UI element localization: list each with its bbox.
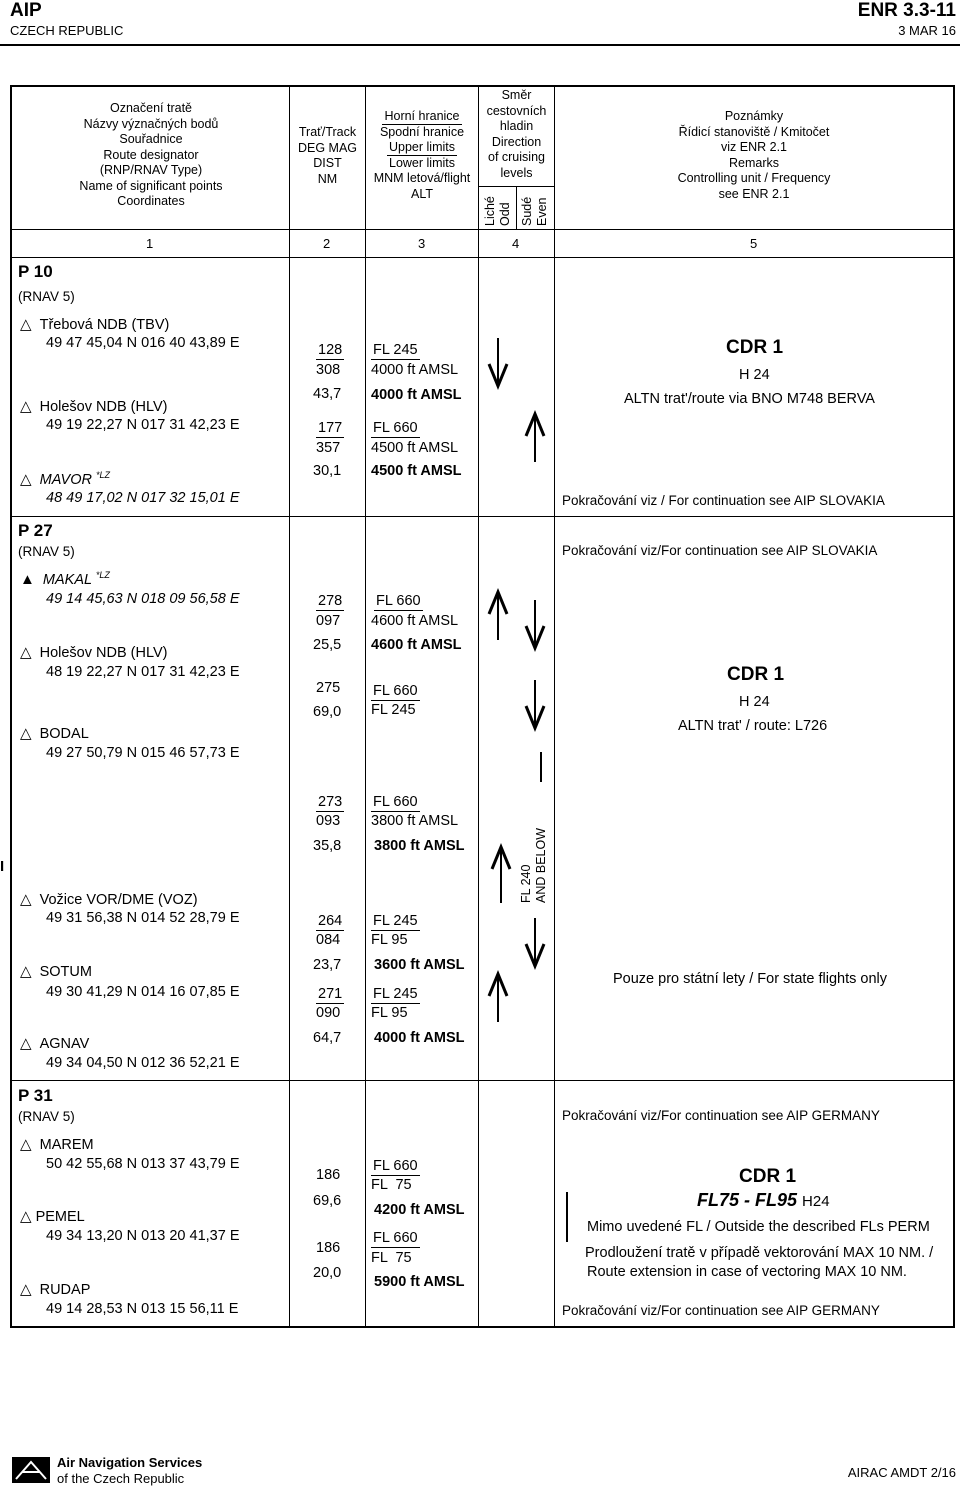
distance: 30,1 [313,463,342,479]
col2-heading: Trať/Track DEG MAG DIST NM [297,125,358,186]
waypoint-triangle-icon: △ [20,963,32,980]
doc-title: AIP [10,0,42,21]
lower-limit: 4600 ft AMSL [371,613,459,629]
lower-limit: FL 245 [371,702,416,718]
point-p27-2: △ Holešov NDB (HLV) [20,644,168,661]
point-p31-2: △ PEMEL [20,1208,85,1225]
doc-date: 3 MAR 16 [898,23,956,38]
point-p27-3: △ BODAL [20,725,89,742]
route-designator: P 27 [18,521,53,540]
vectoring-note: Prodloužení tratě v případě vektorování MAX 10 NM. / [585,1245,934,1261]
point-p31-1: △ MAREM [20,1136,94,1153]
fl-limit-note: FL 240 AND BELOW [519,827,548,903]
point-state-2: △ SOTUM [20,963,92,980]
rnav-type: (RNAV 5) [18,1109,75,1124]
col1-heading: Označení tratě Názvy význačných bodů Souřadnice Route designator (RNP/RNAV Type) Name of significant points Coordinates [79,101,223,208]
point-p10-1: △ Třebová NDB (TBV) [20,316,170,333]
col-number: 4 [512,236,520,251]
min-altitude: 5900 ft AMSL [374,1274,465,1290]
coordinates: 49 47 45,04 N 016 40 43,89 E [46,335,240,351]
arrow-down-icon [524,680,546,730]
waypoint-triangle-icon: △ [20,398,32,415]
col-number: 2 [323,236,331,251]
track: 186 [316,1240,341,1256]
col5-heading: Poznámky Řídicí stanoviště / Kmitočet viz ENR 2.1 Remarks Controlling unit / Frequency see ENR 2.1 [677,109,831,201]
continuation-note: Pokračování viz / For continuation see AIP SLOVAKIA [562,493,885,508]
upper-limit: FL 660 [373,794,418,810]
track: 090 [316,1005,341,1021]
waypoint-triangle-icon: △ [20,891,32,908]
upper-limit: FL 660 [373,420,418,436]
coordinates: 49 30 41,29 N 014 16 07,85 E [46,984,240,1000]
distance: 69,6 [313,1193,342,1209]
state-flights-note: Pouze pro státní lety / For state flights only [613,971,888,987]
coordinates: 49 34 13,20 N 013 20 41,37 E [46,1228,240,1244]
lower-limit: FL 75 [371,1250,412,1266]
track: 264 [318,913,343,929]
distance: 64,7 [313,1030,342,1046]
col-number: 5 [750,236,758,251]
waypoint-triangle-icon: △ [20,1208,32,1225]
continuation-note: Pokračování viz/For continuation see AIP GERMANY [562,1108,880,1123]
track: 275 [316,680,341,696]
header-rule [0,44,960,46]
coordinates: 49 34 04,50 N 012 36 52,21 E [46,1055,240,1071]
upper-limit: FL 660 [373,1230,418,1246]
rnav-type: (RNAV 5) [18,544,75,559]
upper-limit: FL 245 [373,342,418,358]
track: 128 [318,342,343,358]
lower-limit: FL 75 [371,1177,412,1193]
h24-label: H 24 [739,694,770,710]
vectoring-note: Route extension in case of vectoring MAX 10 NM. [587,1264,907,1280]
arrow-up-icon [490,845,512,903]
arrow-up-icon [487,972,509,1022]
continuation-note: Pokračování viz/For continuation see AIP GERMANY [562,1303,880,1318]
arrow-down-icon [524,918,546,968]
point-state-1: △ Vožice VOR/DME (VOZ) [20,891,198,908]
waypoint-triangle-icon: △ [20,1136,32,1153]
track: 273 [318,794,343,810]
cdr-label: CDR 1 [726,337,784,358]
col-number: 3 [418,236,426,251]
perm-note: Mimo uvedené FL / Outside the described FLs PERM [587,1219,930,1235]
coordinates: 48 49 17,02 N 017 32 15,01 E [46,490,240,506]
rnav-type: (RNAV 5) [18,289,75,304]
coordinates: 50 42 55,68 N 013 37 43,79 E [46,1156,240,1172]
lower-limit: FL 95 [371,932,408,948]
distance: 23,7 [313,957,342,973]
distance: 20,0 [313,1265,342,1281]
min-altitude: 4200 ft AMSL [374,1202,465,1218]
page-id: ENR 3.3-11 [857,0,956,21]
coordinates: 49 31 56,38 N 014 52 28,79 E [46,910,240,926]
track: 097 [316,613,341,629]
upper-limit: FL 660 [373,1158,418,1174]
altn-route: ALTN trat'/route via BNO M748 BERVA [624,391,875,407]
arrow-down-icon [524,600,546,650]
h24-label: H 24 [739,367,770,383]
fl-bracket-line [530,752,552,782]
min-altitude: 4000 ft AMSL [374,1030,465,1046]
org-name: Air Navigation Services [57,1455,203,1470]
upper-limit: FL 660 [373,683,418,699]
cdr-label: CDR 1 [727,664,785,685]
upper-limit: FL 660 [376,593,421,609]
col3-heading: Horní hranice Spodní hranice Upper limits Lower limits MNM letová/flight ALT [373,109,471,201]
waypoint-triangle-icon: △ [20,644,32,661]
altn-route: ALTN trat' / route: L726 [678,718,828,734]
route-designator: P 10 [18,262,53,281]
distance: 35,8 [313,838,342,854]
waypoint-triangle-icon: △ [20,316,32,333]
continuation-note: Pokračování viz/For continuation see AIP SLOVAKIA [562,543,878,558]
arrow-up-icon [524,412,546,462]
waypoint-triangle-icon: △ [20,1281,32,1298]
point-p10-3: △ MAVOR $^{*LZ}$ [20,470,111,488]
track: 177 [318,420,343,436]
lower-limit: FL 95 [371,1005,408,1021]
change-bar: I [0,858,5,875]
fl-range: FL75 - FL95 H24 [697,1190,830,1210]
amendment-id: AIRAC AMDT 2/16 [847,1465,956,1480]
point-state-3: △ AGNAV [20,1035,90,1052]
country-label: CZECH REPUBLIC [10,23,124,38]
track: 186 [316,1167,341,1183]
arrow-down-icon [487,338,509,388]
point-p27-1: ▲ MAKAL $^{*LZ}$ [20,570,110,588]
col4-even-label: Sudé Even [520,196,549,226]
min-altitude: 3800 ft AMSL [374,838,465,854]
route-designator: P 31 [18,1086,53,1105]
col4-heading: Směr cestovních hladin Direction of cruising levels [486,88,547,180]
cdr-label: CDR 1 [739,1166,797,1187]
min-altitude: 4000 ft AMSL [371,387,462,403]
point-p10-2: △ Holešov NDB (HLV) [20,398,168,415]
arrow-up-icon [487,590,509,640]
min-altitude: 3600 ft AMSL [374,957,465,973]
track: 278 [318,593,343,609]
compulsory-point-icon: ▲ [20,570,35,588]
org-name-2: of the Czech Republic [57,1471,185,1486]
ans-logo-icon [12,1457,50,1483]
coordinates: 48 19 22,27 N 017 31 42,23 E [46,664,240,680]
lower-limit: 3800 ft AMSL [371,813,459,829]
track: 357 [316,440,341,456]
point-p31-3: △ RUDAP [20,1281,91,1298]
lower-limit: 4000 ft AMSL [371,362,459,378]
upper-limit: FL 245 [373,913,418,929]
col4-odd-label: Liché Odd [483,196,512,226]
min-altitude: 4500 ft AMSL [371,463,462,479]
coordinates: 49 19 22,27 N 017 31 42,23 E [46,417,240,433]
track: 084 [316,932,341,948]
coordinates: 49 27 50,79 N 015 46 57,73 E [46,745,240,761]
distance: 43,7 [313,386,342,402]
coordinates: 49 14 45,63 N 018 09 56,58 E [46,591,240,607]
col-number: 1 [146,236,154,251]
lower-limit: 4500 ft AMSL [371,440,459,456]
track: 308 [316,362,341,378]
distance: 25,5 [313,637,342,653]
change-mark-line [565,1192,569,1242]
upper-limit: FL 245 [373,986,418,1002]
distance: 69,0 [313,704,342,720]
track: 093 [316,813,341,829]
coordinates: 49 14 28,53 N 013 15 56,11 E [46,1301,239,1317]
min-altitude: 4600 ft AMSL [371,637,462,653]
waypoint-triangle-icon: △ [20,725,32,742]
waypoint-triangle-icon: △ [20,1035,32,1052]
track: 271 [318,986,343,1002]
waypoint-triangle-icon: △ [20,471,32,488]
